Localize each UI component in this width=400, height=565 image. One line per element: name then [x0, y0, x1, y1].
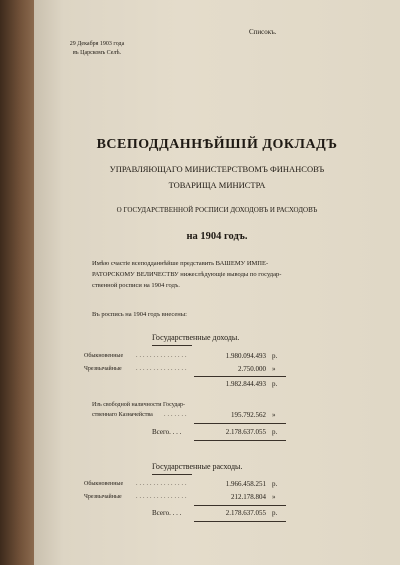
ditto-mark: »	[272, 493, 276, 501]
leader-dots: ...............	[136, 366, 189, 372]
intro-line-3: ственной росписи на 1904 годъ.	[92, 282, 180, 289]
revenue-total-value: 2.178.637.055	[225, 428, 266, 436]
currency-unit: р.	[272, 352, 278, 360]
expense-extraordinary-label: Чрезвычайные	[84, 494, 122, 500]
heading-underline	[152, 474, 192, 475]
document-title: ВСЕПОДДАННѢЙШІЙ ДОКЛАДЪ	[96, 137, 338, 152]
expense-ordinary-value: 1.966.458.251	[225, 480, 266, 488]
expense-total-label: Всего. . . .	[152, 509, 182, 517]
ditto-mark: »	[272, 411, 276, 419]
revenue-total-label: Всего. . . .	[152, 428, 182, 436]
sum-rule	[194, 423, 286, 424]
heading-underline	[152, 345, 192, 346]
expenses-heading: Государственные расходы.	[152, 462, 243, 471]
intro-line-2: РАТОРСКОМУ ВЕЛИЧЕСТВУ нижеслѣдующіе выводы по государ-	[92, 271, 282, 278]
currency-unit: р.	[272, 428, 278, 436]
corner-label: Списокъ.	[249, 28, 277, 36]
sum-rule	[194, 376, 286, 377]
expense-extraordinary-value: 212.178.804	[231, 493, 266, 501]
intro-line-1: Имѣю счастіе всеподданнѣйше представить ВАШЕМУ ИМПЕ-	[92, 260, 269, 267]
expense-total-value: 2.178.637.055	[225, 509, 266, 517]
leader-dots: ...............	[136, 353, 189, 359]
leader-dots: ...............	[136, 481, 189, 487]
free-cash-label-2: ственнаго Казначейства	[92, 412, 153, 418]
revenue-ordinary-label: Обыкновенные	[84, 353, 124, 359]
leader-dots: .......	[164, 412, 189, 418]
ditto-mark: »	[272, 365, 276, 373]
revenue-extraordinary-label: Чрезвычайные	[84, 366, 122, 372]
title-year: на 1904 годъ.	[186, 231, 248, 242]
leader-dots: ...............	[136, 494, 189, 500]
currency-unit: р.	[272, 380, 278, 388]
title-line-3: ТОВАРИЩА МИНИСТРА	[168, 180, 266, 190]
book-binding	[0, 0, 34, 565]
free-cash-label-1: Изъ свободной наличности Государ-	[92, 402, 186, 408]
sum-rule	[194, 505, 286, 506]
free-cash-value: 195.792.562	[231, 411, 266, 419]
revenue-extraordinary-value: 2.750.000	[238, 365, 266, 373]
title-line-4: О ГОСУДАРСТВЕННОЙ РОСПИСИ ДОХОДОВЪ И РАСХОДОВЪ	[116, 206, 318, 214]
date-line-2: въ Царскомъ Селѣ.	[72, 50, 122, 56]
document-page	[34, 0, 400, 565]
subheading: Въ роспись на 1904 годъ внесены:	[92, 311, 187, 318]
date-line-1: 29 Декабря 1903 года	[69, 41, 125, 47]
revenue-ordinary-value: 1.980.094.493	[225, 352, 266, 360]
currency-unit: р.	[272, 509, 278, 517]
expense-ordinary-label: Обыкновенные	[84, 481, 124, 487]
total-rule	[194, 440, 286, 441]
total-rule	[194, 521, 286, 522]
currency-unit: р.	[272, 480, 278, 488]
title-line-2: УПРАВЛЯЮЩАГО МИНИСТЕРСТВОМЪ ФИНАНСОВЪ	[109, 164, 325, 174]
revenue-subtotal-value: 1.982.844.493	[225, 380, 266, 388]
revenues-heading: Государственные доходы.	[152, 333, 240, 342]
